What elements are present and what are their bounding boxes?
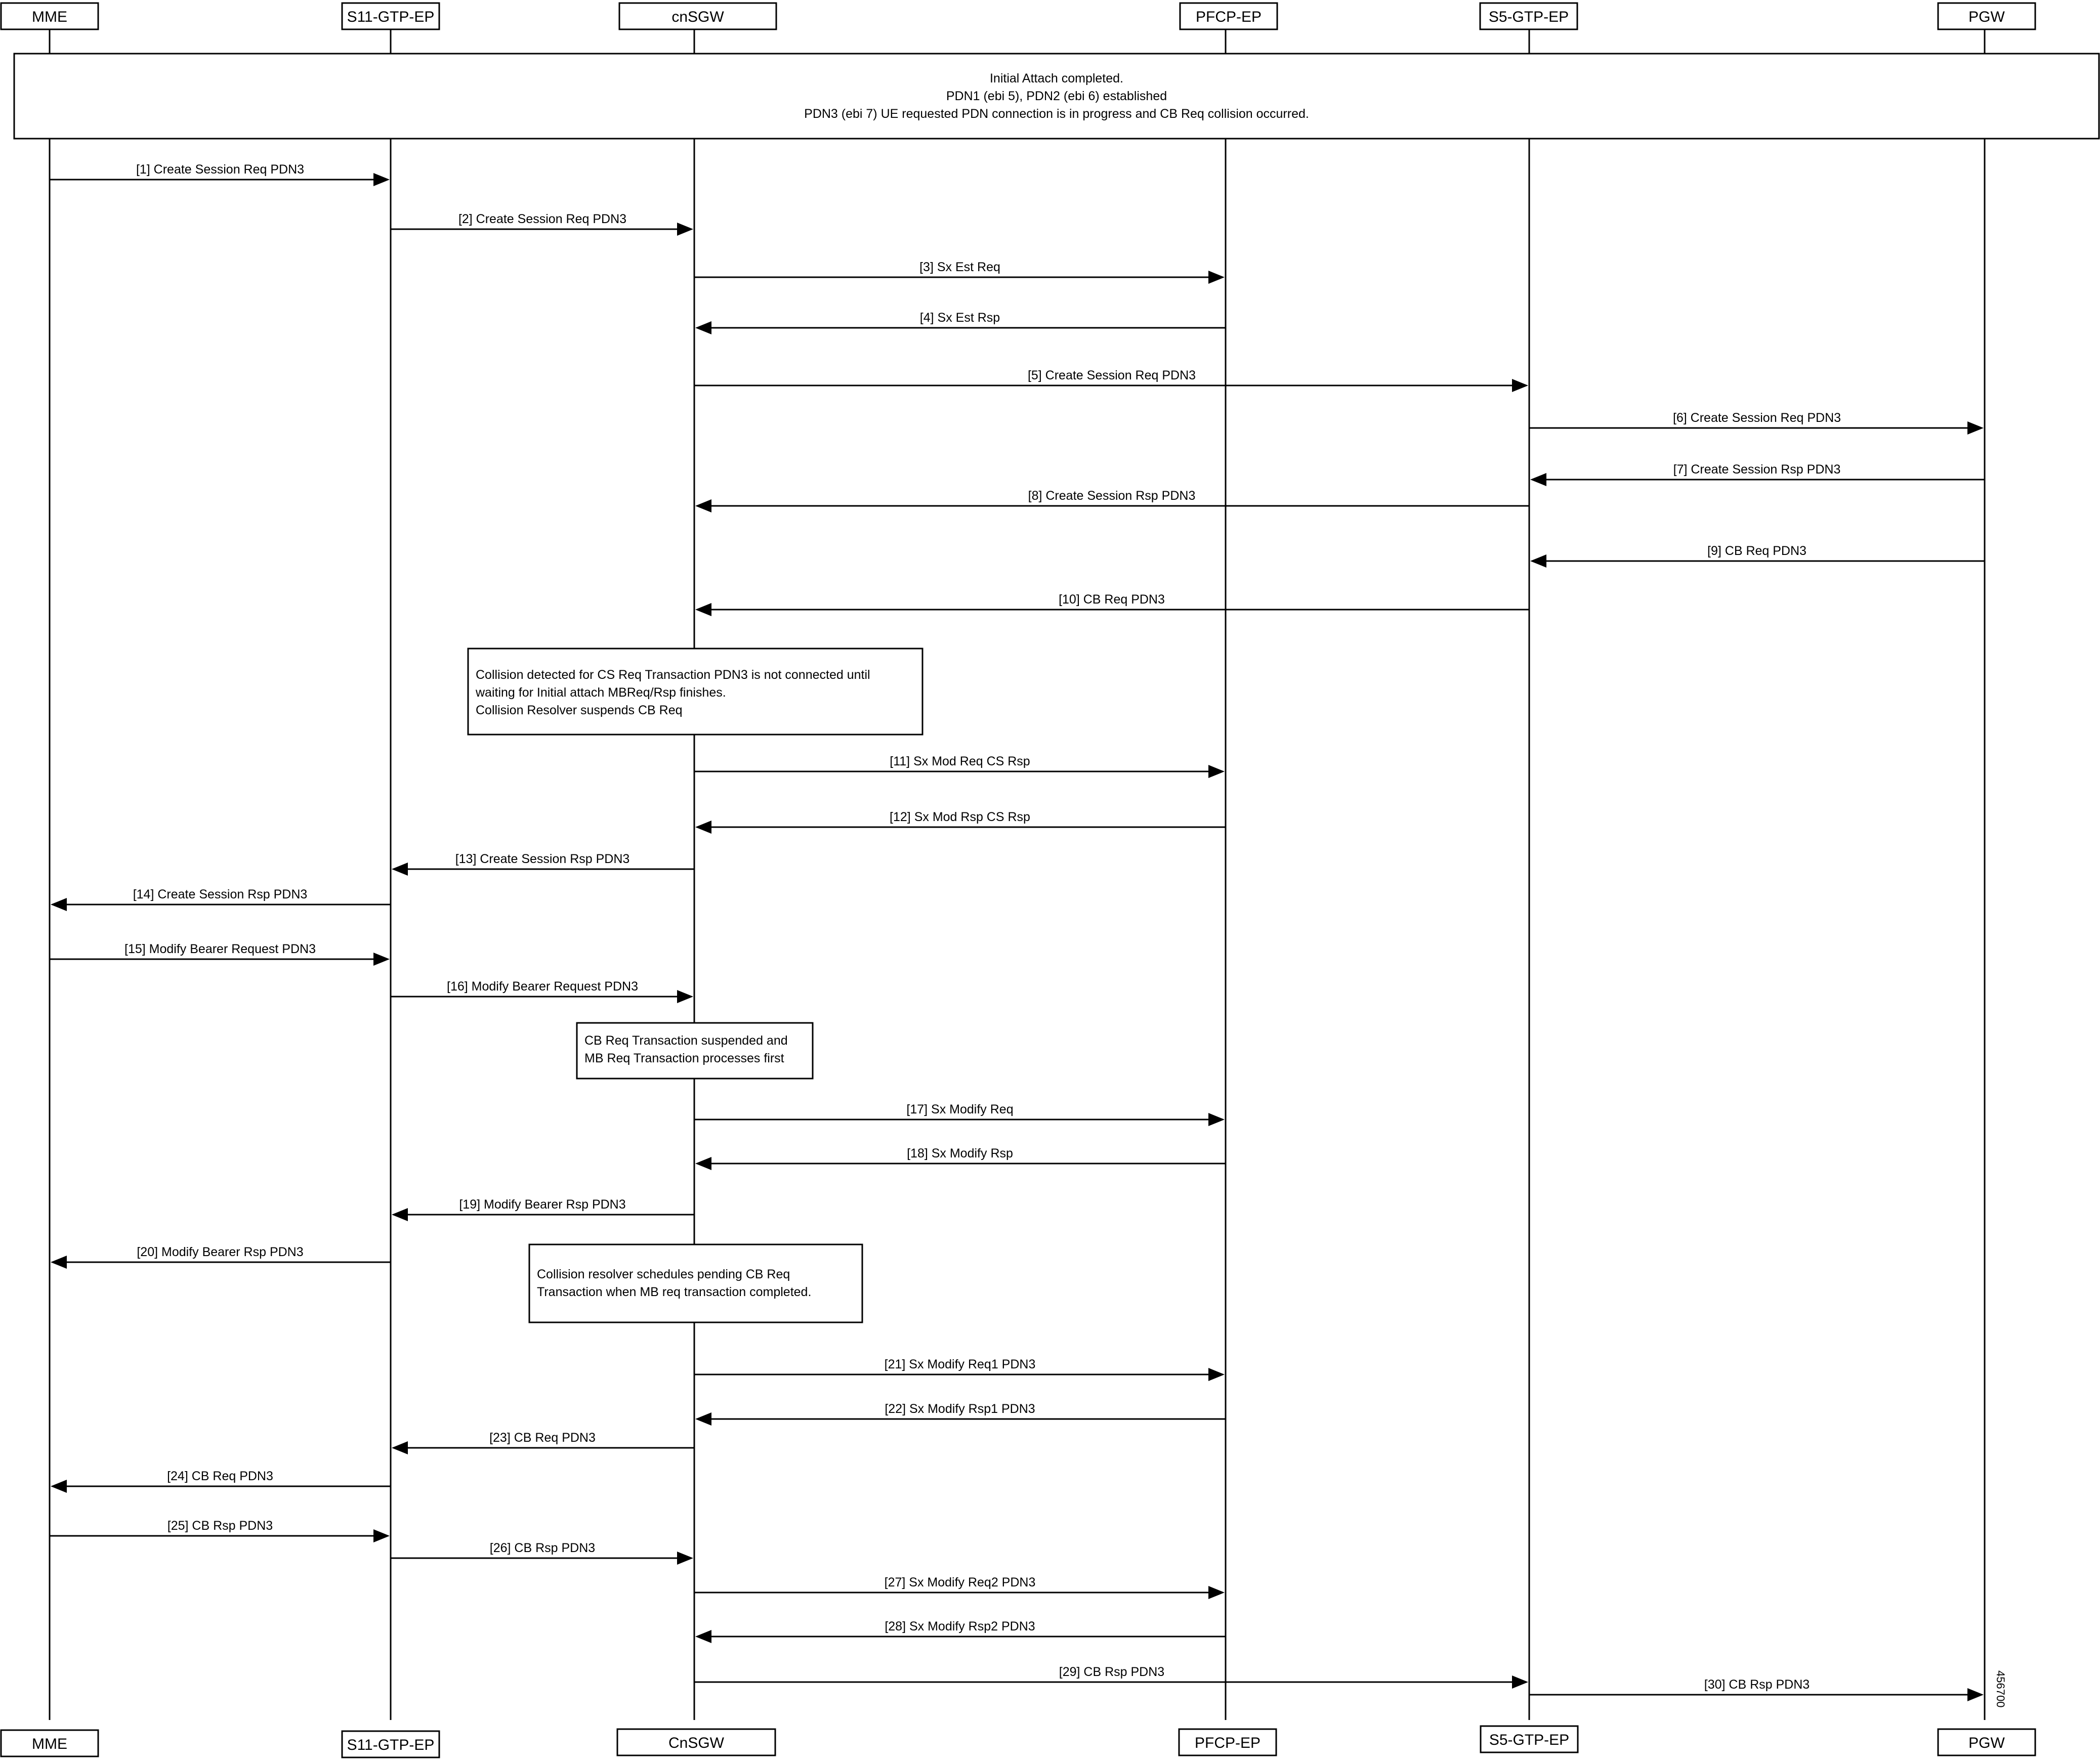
participant-label: cnSGW <box>671 9 724 25</box>
participant-cnsgw-top <box>619 3 776 29</box>
arrowhead-icon <box>373 173 390 186</box>
message-label: [11] Sx Mod Req CS Rsp <box>890 754 1030 768</box>
message-24 <box>51 1469 391 1493</box>
arrowhead-icon <box>392 863 408 876</box>
message-label: [8] Create Session Rsp PDN3 <box>1028 489 1196 503</box>
participants-top <box>1 3 2035 29</box>
message-label: [23] CB Req PDN3 <box>489 1431 596 1445</box>
message-23 <box>392 1431 694 1454</box>
participant-s5-gtp-ep-bottom <box>1481 1726 1578 1752</box>
participant-mme-bottom <box>1 1730 98 1756</box>
banner-line-2: PDN1 (ebi 5), PDN2 (ebi 6) established <box>946 89 1167 103</box>
participant-label: MME <box>32 1736 67 1752</box>
participant-label: PFCP-EP <box>1195 9 1262 25</box>
message-label: [29] CB Rsp PDN3 <box>1059 1665 1165 1679</box>
message-label: [4] Sx Est Rsp <box>919 311 1000 325</box>
message-label: [25] CB Rsp PDN3 <box>167 1519 273 1533</box>
banner-line-3: PDN3 (ebi 7) UE requested PDN connection is in progress and CB Req collision occurred. <box>804 107 1309 121</box>
arrowhead-icon <box>695 1157 711 1170</box>
message-26 <box>391 1541 693 1565</box>
message-10 <box>695 592 1529 616</box>
note-line: Transaction when MB req transaction completed. <box>537 1285 812 1299</box>
message-label: [6] Create Session Req PDN3 <box>1672 411 1841 425</box>
participant-s11-gtp-ep-top <box>342 3 439 29</box>
message-label: [22] Sx Modify Rsp1 PDN3 <box>885 1402 1035 1416</box>
arrowhead-icon <box>1208 1586 1225 1599</box>
message-21 <box>694 1357 1225 1381</box>
participant-label: PGW <box>1968 9 2005 25</box>
message-27 <box>694 1575 1225 1599</box>
arrowhead-icon <box>1208 1368 1225 1381</box>
message-7 <box>1530 462 1985 486</box>
message-label: [5] Create Session Req PDN3 <box>1027 368 1196 382</box>
message-label: [13] Create Session Rsp PDN3 <box>455 852 630 866</box>
figure-id: 456700 <box>1994 1670 2007 1708</box>
message-12 <box>695 810 1226 834</box>
participant-label: S11-GTP-EP <box>347 1737 435 1753</box>
arrowhead-icon <box>51 898 67 911</box>
message-label: [14] Create Session Rsp PDN3 <box>133 887 308 901</box>
arrowhead-icon <box>695 499 711 512</box>
arrowhead-icon <box>1967 421 1984 435</box>
participant-pgw-top <box>1938 3 2035 29</box>
message-3 <box>694 260 1225 284</box>
arrowhead-icon <box>1208 271 1225 284</box>
participant-pgw-bottom <box>1938 1729 2035 1755</box>
message-9 <box>1530 544 1985 568</box>
message-label: [10] CB Req PDN3 <box>1059 592 1165 607</box>
message-label: [19] Modify Bearer Rsp PDN3 <box>459 1197 626 1212</box>
participant-pfcp-ep-top <box>1180 3 1277 29</box>
note-line: MB Req Transaction processes first <box>584 1051 784 1065</box>
message-16 <box>391 979 693 1003</box>
arrowhead-icon <box>677 1552 693 1565</box>
participant-mme-top <box>1 3 98 29</box>
message-label: [28] Sx Modify Rsp2 PDN3 <box>885 1619 1035 1633</box>
message-label: [9] CB Req PDN3 <box>1707 544 1807 558</box>
arrowhead-icon <box>1208 765 1225 778</box>
arrowhead-icon <box>392 1441 408 1454</box>
arrowhead-icon <box>677 223 693 236</box>
message-18 <box>695 1146 1226 1170</box>
participant-s5-gtp-ep-top <box>1480 3 1577 29</box>
arrowhead-icon <box>1530 554 1546 568</box>
banner-line-1: Initial Attach completed. <box>989 71 1124 85</box>
participant-cnsgw-bottom <box>617 1729 775 1755</box>
participant-s11-gtp-ep-bottom <box>342 1731 439 1757</box>
message-29 <box>694 1665 1528 1689</box>
participant-label: CnSGW <box>668 1735 725 1751</box>
message-6 <box>1529 411 1984 435</box>
message-label: [18] Sx Modify Rsp <box>907 1146 1013 1160</box>
participant-label: S5-GTP-EP <box>1488 9 1569 25</box>
message-22 <box>695 1402 1226 1426</box>
message-label: [26] CB Rsp PDN3 <box>489 1541 596 1555</box>
arrowhead-icon <box>695 321 711 334</box>
arrowhead-icon <box>695 1630 711 1643</box>
message-1 <box>50 162 390 186</box>
note-line: Collision Resolver suspends CB Req <box>476 703 683 717</box>
participant-label: PGW <box>1968 1735 2005 1751</box>
message-label: [16] Modify Bearer Request PDN3 <box>447 979 638 994</box>
arrowhead-icon <box>51 1256 67 1269</box>
initial-attach-banner <box>14 54 2099 139</box>
participant-label: S11-GTP-EP <box>347 9 435 25</box>
message-20 <box>51 1245 391 1269</box>
message-label: [20] Modify Bearer Rsp PDN3 <box>137 1245 304 1259</box>
messages <box>50 162 1985 1701</box>
participant-label: MME <box>32 9 67 25</box>
arrowhead-icon <box>373 953 390 966</box>
note-collision-detected <box>468 649 922 735</box>
message-14 <box>51 887 391 911</box>
message-17 <box>694 1102 1225 1126</box>
message-30 <box>1529 1678 1984 1701</box>
message-label: [1] Create Session Req PDN3 <box>136 162 305 177</box>
message-13 <box>392 852 694 876</box>
message-5 <box>694 368 1528 392</box>
message-25 <box>50 1519 390 1542</box>
message-label: [21] Sx Modify Req1 PDN3 <box>884 1357 1036 1371</box>
arrowhead-icon <box>1208 1113 1225 1126</box>
participants-bottom <box>1 1726 2035 1757</box>
arrowhead-icon <box>51 1480 67 1493</box>
message-15 <box>50 942 390 966</box>
message-label: [24] CB Req PDN3 <box>167 1469 273 1483</box>
message-label: [7] Create Session Rsp PDN3 <box>1673 462 1841 477</box>
message-19 <box>392 1197 694 1221</box>
message-label: [2] Create Session Req PDN3 <box>458 212 627 226</box>
arrowhead-icon <box>695 821 711 834</box>
arrowhead-icon <box>695 603 711 616</box>
message-4 <box>695 311 1226 334</box>
note-line: Collision detected for CS Req Transaction PDN3 is not connected until <box>476 668 870 682</box>
participant-pfcp-ep-bottom <box>1179 1729 1276 1755</box>
arrowhead-icon <box>1512 1675 1528 1689</box>
arrowhead-icon <box>695 1412 711 1426</box>
message-8 <box>695 489 1529 512</box>
message-label: [12] Sx Mod Rsp CS Rsp <box>890 810 1030 824</box>
message-label: [15] Modify Bearer Request PDN3 <box>124 942 316 956</box>
message-label: [3] Sx Est Req <box>919 260 1000 274</box>
message-label: [17] Sx Modify Req <box>906 1102 1014 1116</box>
arrowhead-icon <box>392 1208 408 1221</box>
participant-label: PFCP-EP <box>1194 1735 1261 1751</box>
arrowhead-icon <box>1512 379 1528 392</box>
message-label: [30] CB Rsp PDN3 <box>1704 1678 1810 1692</box>
arrowhead-icon <box>677 990 693 1003</box>
note-cb-req-suspended <box>577 1023 813 1079</box>
note-collision-resolver-schedules <box>529 1244 862 1322</box>
note-line: waiting for Initial attach MBReq/Rsp finishes. <box>476 685 726 700</box>
participant-label: S5-GTP-EP <box>1489 1732 1570 1748</box>
message-28 <box>695 1619 1226 1643</box>
note-line: Collision resolver schedules pending CB Req <box>537 1267 790 1281</box>
lifelines <box>50 26 1985 1720</box>
arrowhead-icon <box>1967 1688 1984 1701</box>
message-2 <box>391 212 693 236</box>
message-label: [27] Sx Modify Req2 PDN3 <box>884 1575 1036 1589</box>
arrowhead-icon <box>373 1529 390 1542</box>
arrowhead-icon <box>1530 473 1546 486</box>
note-line: CB Req Transaction suspended and <box>584 1034 788 1048</box>
message-11 <box>694 754 1225 778</box>
